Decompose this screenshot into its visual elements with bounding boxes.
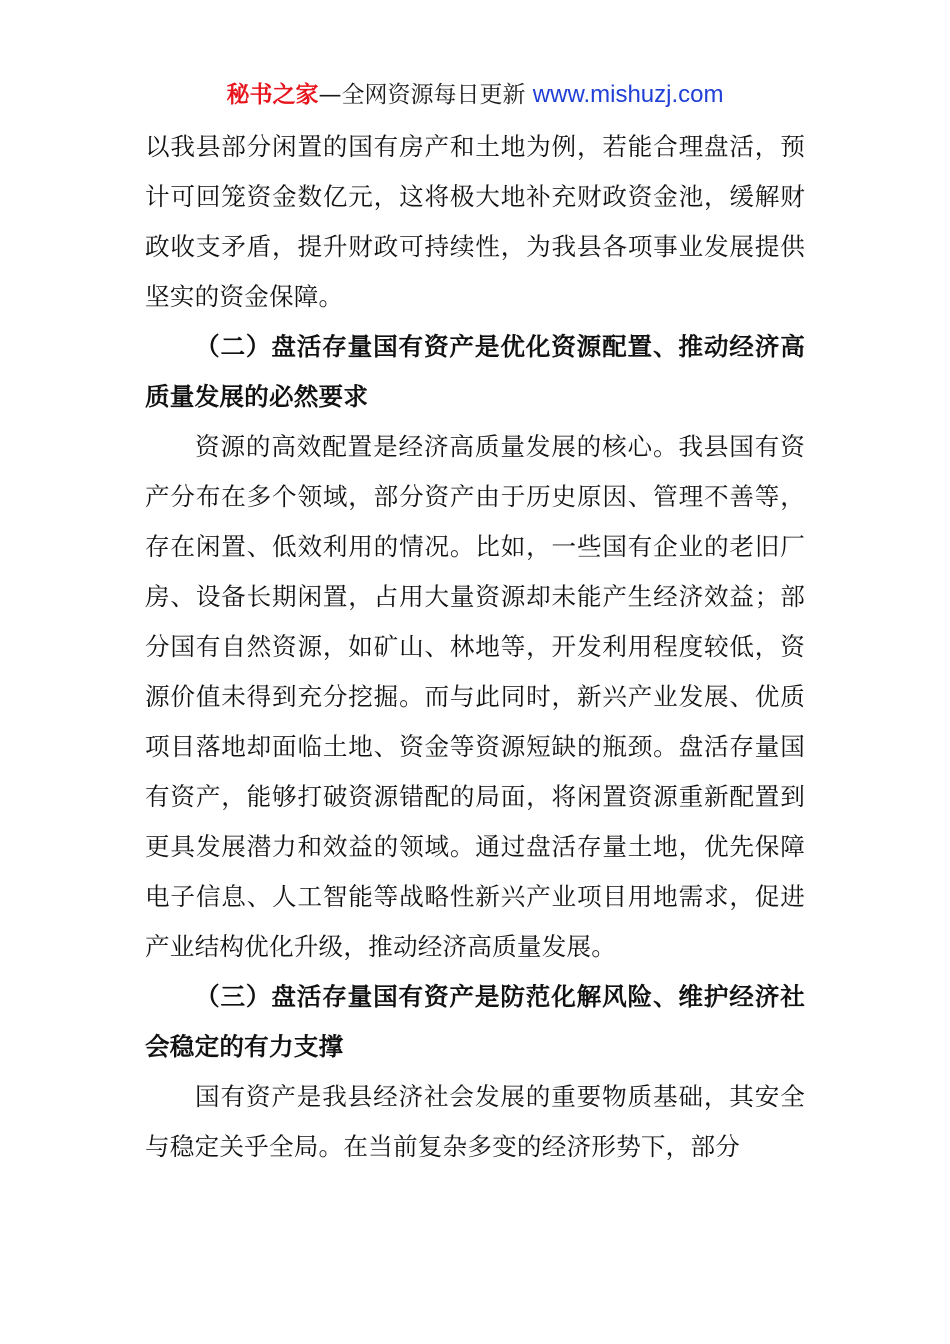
section-heading-3: （三）盘活存量国有资产是防范化解风险、维护经济社会稳定的有力支撑 xyxy=(145,982,805,1061)
document-body xyxy=(145,122,805,1172)
site-slogan: —全网资源每日更新 xyxy=(318,82,526,108)
site-header xyxy=(0,78,950,112)
site-brand: 秘书之家 xyxy=(226,82,319,108)
site-url-link[interactable]: www.mishuzj.com xyxy=(532,81,724,108)
paragraph-continued: 以我县部分闲置的国有房产和土地为例，若能合理盘活，预计可回笼资金数亿元，这将极大地补充财政资金池，缓解财政收支矛盾，提升财政可持续性，为我县各项事业发展提供坚实的资金保障。 xyxy=(145,132,805,311)
paragraph-risk-prevention: 国有资产是我县经济社会发展的重要物质基础，其安全与稳定关乎全局。在当前复杂多变的经济形势下，部分 xyxy=(145,1082,805,1161)
paragraph-resource-allocation: 资源的高效配置是经济高质量发展的核心。我县国有资产分布在多个领域，部分资产由于历史原因、管理不善等，存在闲置、低效利用的情况。比如，一些国有企业的老旧厂房、设备长期闲置，占用大量资源却未能产生经济效益；部分国有自然资源，如矿山、林地等，开发利用程度较低，资源价值未得到充分挖掘。而与此同时，新兴产业发展、优质项目落地却面临土地、资金等资源短缺的瓶颈。盘活存量国有资产，能够打破资源错配的局面，将闲置资源重新配置到更具发展潜力和效益的领域。通过盘活存量土地，优先保障电子信息、人工智能等战略性新兴产业项目用地需求，促进产业结构优化升级，推动经济高质量发展。 xyxy=(145,432,805,961)
section-heading-2: （二）盘活存量国有资产是优化资源配置、推动经济高质量发展的必然要求 xyxy=(145,332,805,411)
